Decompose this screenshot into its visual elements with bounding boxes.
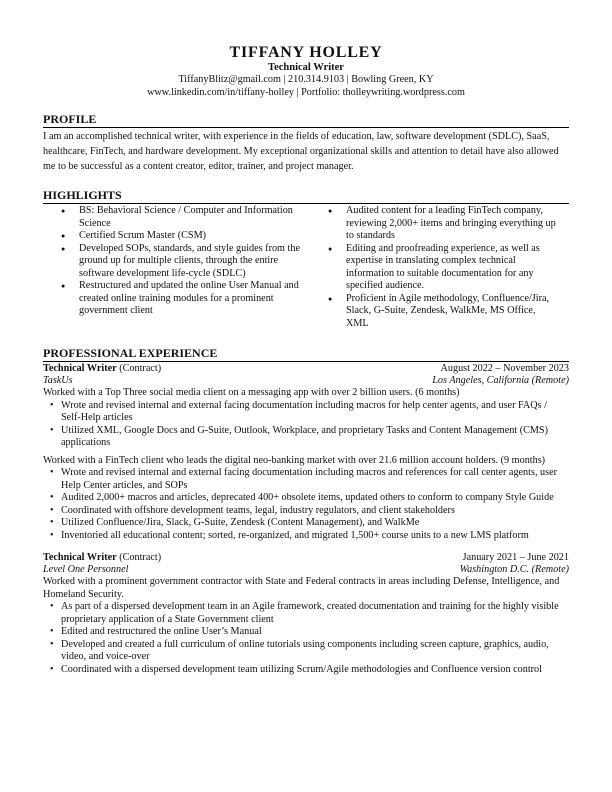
- job-intro: Worked with a FinTech client who leads the digital neo-banking market with over 21.6 million account holders. (9 months): [43, 454, 546, 466]
- job-bullet: • Coordinated with offshore development teams, legal, industry regulators, and client stakeholders: [61, 505, 569, 518]
- highlights-section: [43, 188, 569, 330]
- job-bullet: • Utilized XML, Google Docs and G-Suite, Outlook, Workplace, and proprietary Tasks and Content Management (CMS) applications: [61, 425, 569, 450]
- job-bullet: • Coordinated with a dispersed development team utilizing Scrum/Agile methodologies and Confluence version control: [61, 664, 569, 677]
- resume-header: [43, 43, 569, 99]
- highlights-left-column: [43, 205, 306, 330]
- highlight-item: ● BS: Behavioral Science / Computer and Information Science: [79, 205, 306, 230]
- experience-heading: PROFESSIONAL EXPERIENCE: [43, 346, 218, 360]
- job-company: TaskUs: [43, 375, 73, 386]
- job-title-line: [43, 552, 161, 564]
- highlight-item: ● Audited content for a leading FinTech company, reviewing 2,000+ items and bringing everything up to standards: [346, 205, 559, 243]
- highlight-item: ● Editing and proofreading experience, as well as expertise in translating complex technical information to suitable documentation for any specified audience.: [346, 243, 559, 293]
- job-entry: [43, 552, 569, 676]
- highlights-right-column: [306, 205, 569, 330]
- job-bullet: • Wrote and revised internal and external facing documentation including macros for help center agents, and user FAQs / Self-Help articles: [61, 400, 569, 425]
- highlight-item: ● Restructured and updated the online User Manual and created online training modules for a prominent government client: [79, 280, 306, 318]
- job-title: Technical Writer: [43, 363, 117, 374]
- job-bullet: • Developed and created a full curriculum of online tutorials using components including screen capture, graphics, audio, video, and voice-over: [61, 639, 569, 664]
- experience-section: [43, 346, 569, 676]
- job-location: Los Angeles, California (Remote): [432, 375, 569, 386]
- section-divider: [43, 203, 569, 204]
- section-divider: [43, 127, 569, 128]
- highlights-heading: HIGHLIGHTS: [43, 188, 122, 202]
- profile-text: I am an accomplished technical writer, with experience in the fields of education, law, software development (SDLC), SaaS, healthcare, FinTech, and hardware development. My exceptional organizational skills and attention to detail have also allowed me to be successful as a content creator, editor, trainer, and project manager.: [43, 131, 559, 172]
- candidate-name: TIFFANY HOLLEY: [229, 44, 383, 61]
- section-divider: [43, 361, 569, 362]
- job-dates: January 2021 – June 2021: [462, 552, 569, 563]
- links-line: www.linkedin.com/in/tiffany-holley | Portfolio: tholleywriting.wordpress.com: [147, 86, 465, 98]
- profile-section: [43, 112, 569, 174]
- candidate-title: Technical Writer: [268, 62, 344, 73]
- highlight-item: ● Proficient in Agile methodology, Confluence/Jira, Slack, G-Suite, Zendesk, WalkMe, MS Office, XML: [346, 293, 559, 331]
- job-intro: Worked with a prominent government contractor with State and Federal contracts in areas including Defense, Intelligence, and Homeland Security.: [43, 576, 560, 600]
- job-bullet: • Utilized Confluence/Jira, Slack, G-Suite, Zendesk (Content Management), and WalkMe: [61, 517, 569, 530]
- highlight-item: ● Developed SOPs, standards, and style guides from the ground up for multiple clients, through the entire software development life-cycle (SDLC): [79, 243, 306, 281]
- job-type: (Contract): [116, 363, 162, 374]
- job-bullet: • Edited and restructured the online User’s Manual: [61, 626, 569, 639]
- job-bullet: • Audited 2,000+ macros and articles, deprecated 400+ obsolete items, updated others to conform to company Style Guide: [61, 492, 569, 505]
- highlight-item: ● Certified Scrum Master (CSM): [79, 230, 306, 243]
- job-title-line: [43, 363, 161, 375]
- job-bullet: • Wrote and revised internal and external facing documentation including macros and references for call center agents, user Help Center articles, and SOPs: [61, 467, 569, 492]
- contact-line: TiffanyBlitz@gmail.com | 210.314.9103 | Bowling Green, KY: [178, 74, 434, 85]
- job-dates: August 2022 – November 2023: [440, 363, 569, 374]
- job-location: Washington D.C. (Remote): [459, 564, 569, 575]
- job-entry: [43, 363, 569, 542]
- job-type: (Contract): [116, 552, 162, 563]
- job-intro: Worked with a Top Three social media client on a messaging app with over 2 billion users. (6 months): [43, 387, 460, 398]
- job-bullet: • Inventoried all educational content; sorted, re-organized, and migrated 1,500+ course units to a new LMS platform: [61, 530, 569, 543]
- profile-heading: PROFILE: [43, 112, 97, 126]
- job-title: Technical Writer: [43, 552, 117, 563]
- job-bullet: • As part of a dispersed development team in an Agile framework, created documentation and training for the highly visible proprietary application of a State Government client: [61, 601, 569, 626]
- job-company: Level One Personnel: [43, 564, 129, 575]
